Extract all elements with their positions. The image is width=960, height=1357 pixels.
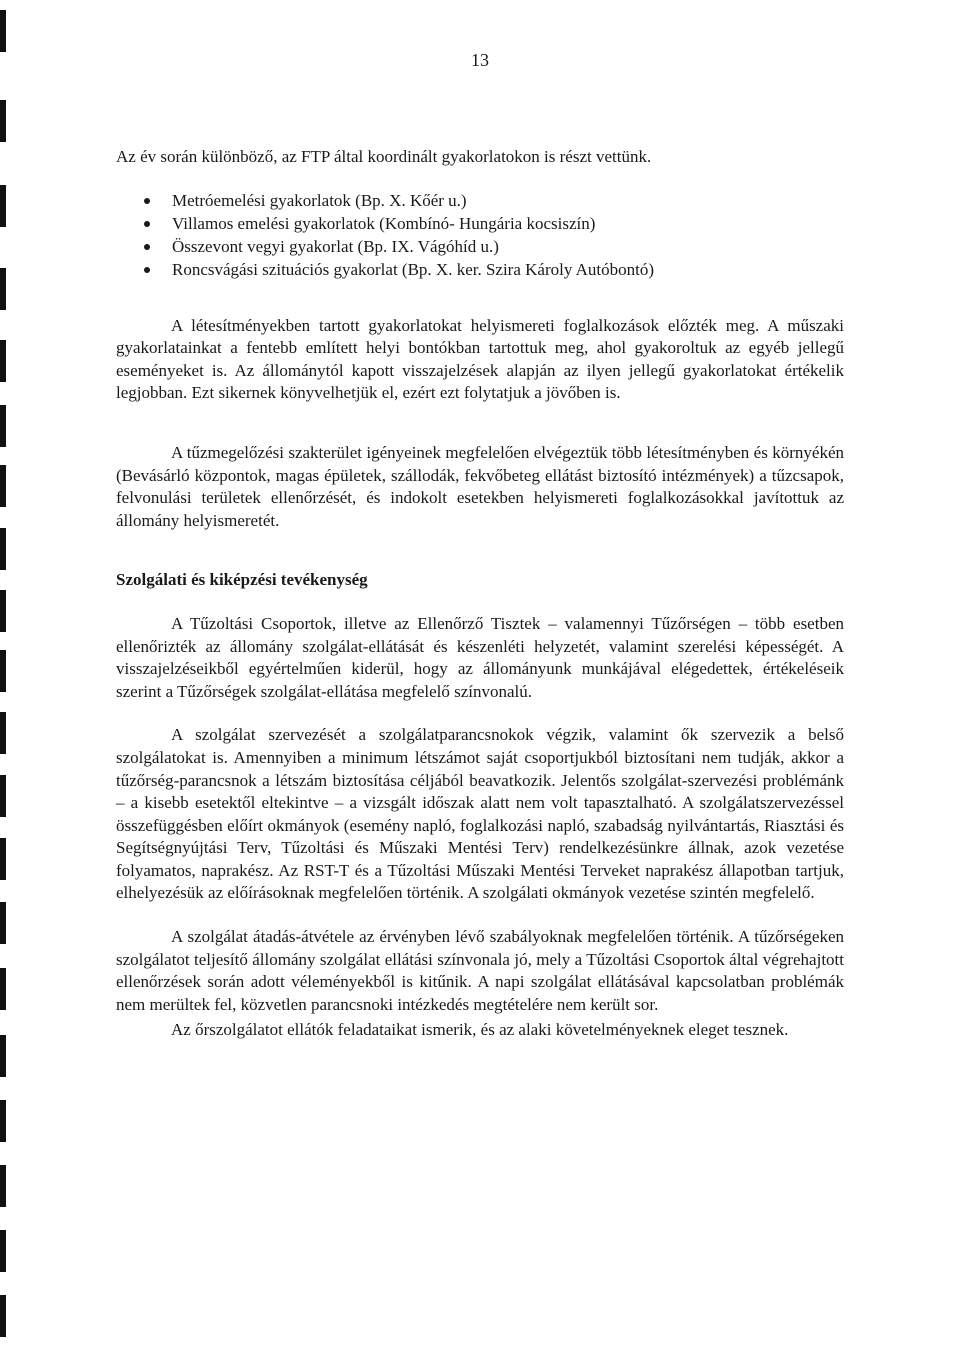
binding-mark [0,528,6,570]
binding-mark [0,268,6,310]
binding-mark [0,100,6,142]
page-body [116,146,844,1042]
list-item-text: Roncsvágási szituációs gyakorlat (Bp. X. ker. Szira Károly Autóbontó) [172,259,655,279]
binding-mark [0,838,6,880]
binding-mark [0,1100,6,1142]
bullet-icon [144,244,150,250]
list-item [116,189,844,212]
paragraph-fire-prevention: A tűzmegelőzési szakterület igényeinek megfelelően elvégeztük több létesítményben és környékén (Bevásárló központok, magas épületek, szállodák, fekvőbeteg ellátást biztosító intézmények) a tűzcsapok, felvonulási területek ellenőrzését, és indokolt esetekben helyismereti foglalkozásokkal javítottuk az állomány helyismeretét. [116,442,844,530]
binding-mark [0,340,6,382]
list-item [116,258,844,281]
bullet-icon [144,267,150,273]
list-item-text: Villamos emelési gyakorlatok (Kombínó- Hungária kocsiszín) [172,213,596,233]
list-item [116,235,844,258]
binding-mark [0,775,6,817]
binding-mark [0,185,6,227]
binding-mark [0,10,6,52]
binding-mark [0,712,6,754]
binding-mark [0,968,6,1010]
binding-mark [0,1295,6,1337]
paragraph-service-handover: A szolgálat átadás-átvétele az érvényben lévő szabályoknak megfelelően történik. A tűzőrségeken szolgálatot teljesítő állomány szolgálat ellátási színvonala jó, mely a Tűzoltási Csoportok által végrehajtott ellenőrzések során adott véleményekből is kitűnik. A napi szolgálat ellátásával kapcsolatban problémák nem merültek fel, közvetlen parancsnoki intézkedés megtételére nem került sor. [116,927,844,1014]
section-heading: Szolgálati és kiképzési tevékenység [116,570,368,590]
list-item [116,212,844,235]
intro-text: Az év során különböző, az FTP által koordinált gyakorlatokon is részt vettünk. [116,147,652,166]
bullet-icon [144,198,150,204]
list-item-text: Összevont vegyi gyakorlat (Bp. IX. Vágóhíd u.) [172,236,499,256]
binding-mark [0,1035,6,1077]
paragraph-guard-service: Az őrszolgálatot ellátók feladataikat ismerik, és az alaki követelményeknek eleget tesznek. [171,1020,789,1040]
binding-mark [0,1165,6,1207]
paragraph-local-drills: A létesítményekben tartott gyakorlatokat helyismereti foglalkozások előzték meg. A műszaki gyakorlatainkat a fentebb említett helyi bontókban tartottuk meg, ahol gyakoroltuk az egyéb jellegű eseményeket is. Az állománytól kapott visszajelzések alapján az ilyen jellegű gyakorlatokat értékelik legjobban. Ezt sikernek könyvelhetjük el, ezért ezt folytatjuk a jövőben is. [116,315,844,403]
binding-mark [0,590,6,632]
page-number: 13 [471,50,489,70]
binding-mark [0,650,6,692]
list-item-text: Metróemelési gyakorlatok (Bp. X. Kőér u.) [172,190,467,210]
paragraph-inspections: A Tűzoltási Csoportok, illetve az Ellenőrző Tisztek – valamennyi Tűzőrségen – több esetben ellenőrizték az állomány szolgálat-ellátását és készenléti helyzetét, valamint szerelési képességét. A visszajelzéseikből egyértelműen kiderül, hogy az állományunk munkájával elégedettek, értékeléseik szerint a Tűzőrségek szolgálat-ellátása megfelelő színvonalú. [116,613,844,701]
binding-mark [0,902,6,944]
binding-mark [0,405,6,447]
paragraph-service-organisation: A szolgálat szervezését a szolgálatparancsnokok végzik, valamint ők szervezik a belső szolgálatokat is. Amennyiben a minimum létszámot saját csoportjukból biztosítani nem tudják, akkor a tűzőrség-parancsnok a létszám biztosítása céljából beavatkozik. Jelentős szolgálat-szervezési problémánk – a kisebb esetektől eltekintve – a vizsgált időszak alatt nem volt tapasztalható. A szolgálatszervezéssel összefüggésben előírt okmányok (esemény napló, foglalkozási napló, szabadság nyilvántartás, Riasztási és Segítségnyújtási Terv, Tűzoltási és Műszaki Mentési Terv) rendelkezésünkre állnak, azok vezetése folyamatos, naprakész. Az RST-T és a Tűzoltási Műszaki Mentési Terveket naprakész állapotban tartjuk, elhelyezésük az előírásoknak megfelelően történik. A szolgálati okmányok vezetése szintén megfelelő. [116,725,844,903]
exercise-list [116,189,844,281]
bullet-icon [144,221,150,227]
binding-mark [0,1230,6,1272]
binding-mark [0,465,6,507]
